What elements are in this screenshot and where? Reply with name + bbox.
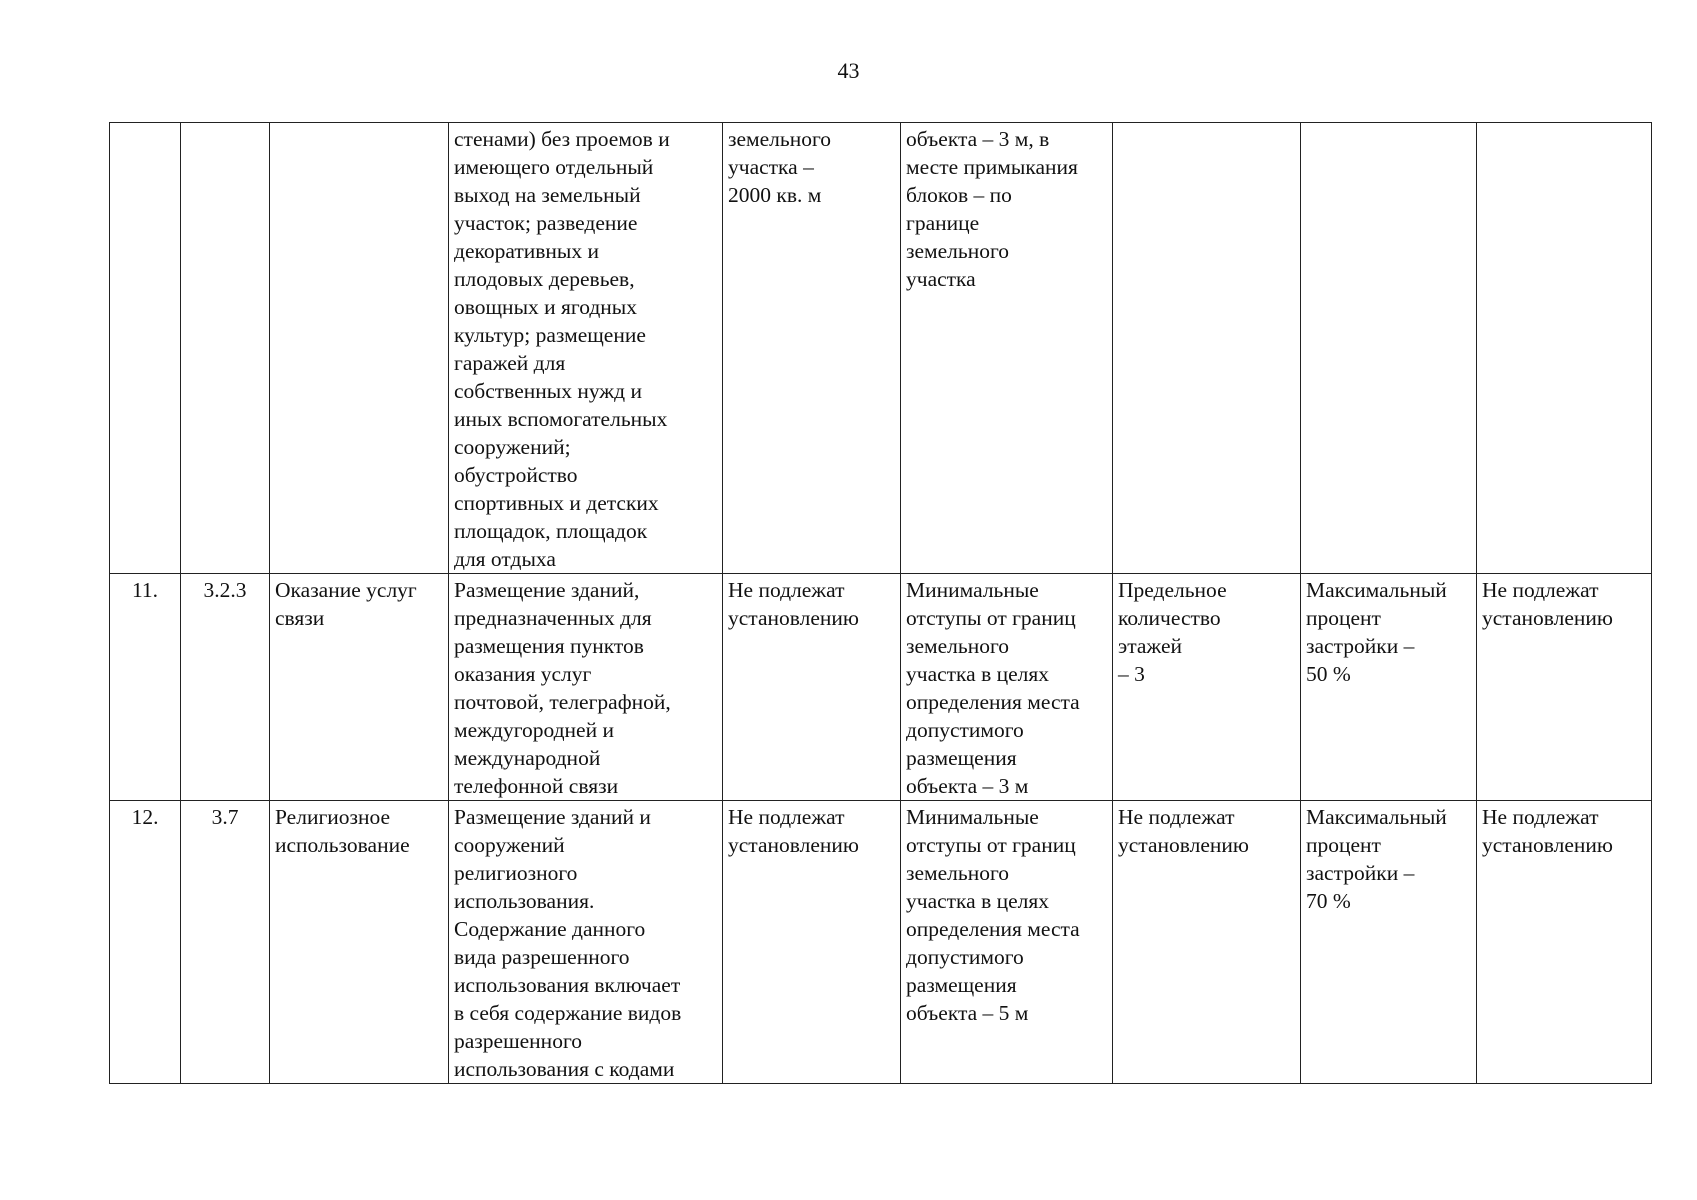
- use-name-cell: Оказание услуг связи: [270, 574, 449, 801]
- use-name-cell: Религиозное использование: [270, 801, 449, 1084]
- use-name-cell: [270, 123, 449, 574]
- setbacks-cell: объекта – 3 м, в месте примыкания блоков – по границе земельного участка: [901, 123, 1113, 574]
- page-number: 43: [837, 58, 860, 83]
- plot-area-cell: Не подлежат установлению: [723, 574, 901, 801]
- setbacks-cell: Минимальные отступы от границ земельного участка в целях определения места допустимого размещения объекта – 5 м: [901, 801, 1113, 1084]
- setbacks-cell: Минимальные отступы от границ земельного участка в целях определения места допустимого размещения объекта – 3 м: [901, 574, 1113, 801]
- floors-cell: Не подлежат установлению: [1113, 801, 1301, 1084]
- table-row: [110, 574, 1652, 801]
- use-description-cell: Размещение зданий и сооружений религиозного использования. Содержание данного вида разрешенного использования включает в себя содержание видов разрешенного использования с кодами: [449, 801, 723, 1084]
- use-description-cell: стенами) без проемов и имеющего отдельный выход на земельный участок; разведение декоративных и плодовых деревьев, овощных и ягодных культур; размещение гаражей для собственных нужд и иных вспомогательных сооружений; обустройство спортивных и детских площадок, площадок для отдыха: [449, 123, 723, 574]
- zoning-table: [109, 122, 1652, 1084]
- other-params-cell: Не подлежат установлению: [1477, 801, 1652, 1084]
- plot-area-cell: Не подлежат установлению: [723, 801, 901, 1084]
- plot-area-cell: земельного участка – 2000 кв. м: [723, 123, 901, 574]
- table-row: [110, 123, 1652, 574]
- use-code-cell: 3.2.3: [181, 574, 270, 801]
- coverage-cell: Максимальный процент застройки – 50 %: [1301, 574, 1477, 801]
- use-code-cell: 3.7: [181, 801, 270, 1084]
- table-row: [110, 801, 1652, 1084]
- floors-cell: Предельное количество этажей – 3: [1113, 574, 1301, 801]
- use-description-cell: Размещение зданий, предназначенных для размещения пунктов оказания услуг почтовой, телеграфной, междугородней и международной телефонной связи: [449, 574, 723, 801]
- row-number-cell: [110, 123, 181, 574]
- row-number-cell: 11.: [110, 574, 181, 801]
- coverage-cell: [1301, 123, 1477, 574]
- other-params-cell: [1477, 123, 1652, 574]
- use-code-cell: [181, 123, 270, 574]
- floors-cell: [1113, 123, 1301, 574]
- row-number-cell: 12.: [110, 801, 181, 1084]
- other-params-cell: Не подлежат установлению: [1477, 574, 1652, 801]
- coverage-cell: Максимальный процент застройки – 70 %: [1301, 801, 1477, 1084]
